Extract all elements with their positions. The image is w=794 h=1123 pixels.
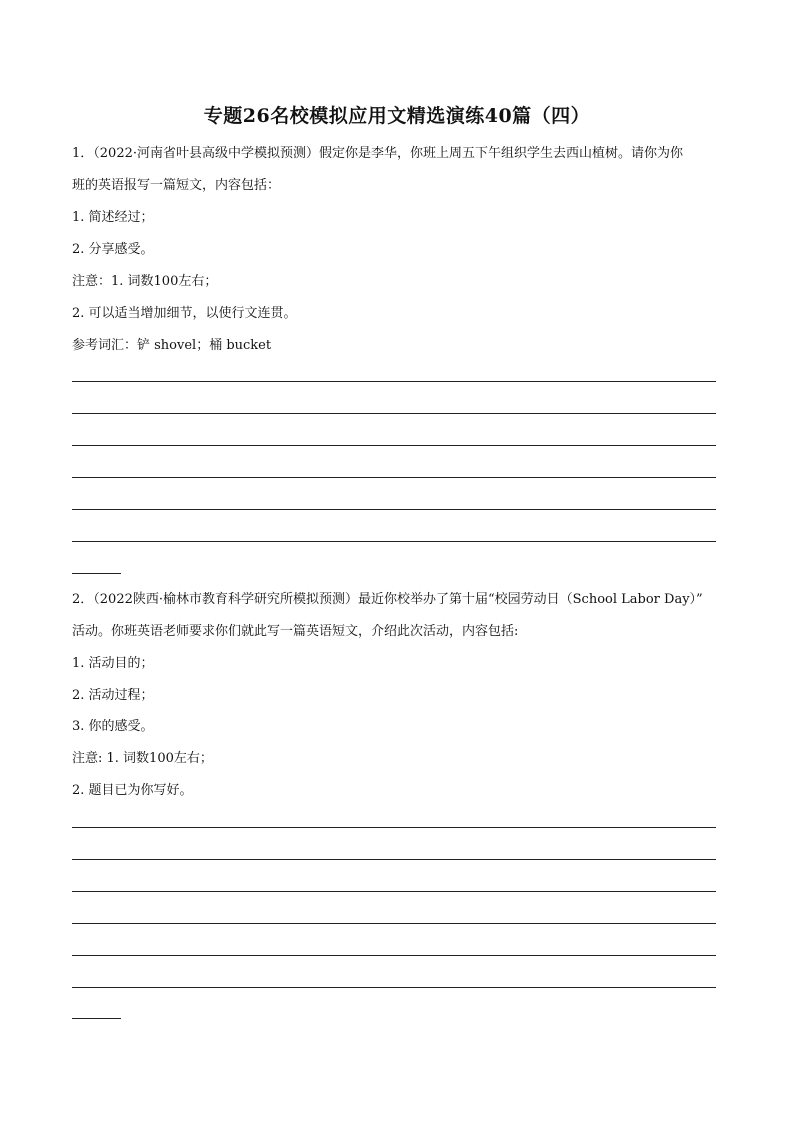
answer-line [72, 541, 716, 542]
answer-line [72, 445, 716, 446]
question-1-vocabulary: 参考词汇：铲 shovel；桶 bucket [72, 338, 272, 353]
question-2-note-2: 2. 题目已为你写好。 [72, 783, 193, 798]
answer-line [72, 413, 716, 414]
answer-line [72, 509, 716, 510]
question-2-prompt-line-1: 2．（2022陕西·榆林市教育科学研究所模拟预测）最近你校举办了第十届“校园劳动日（School Labor Day）” [72, 592, 703, 607]
answer-line-end [72, 1018, 121, 1019]
question-2-prompt-line-2: 活动。你班英语老师要求你们就此写一篇英语短文，介绍此次活动，内容包括: [72, 624, 519, 639]
question-2-item-2: 2. 活动过程； [72, 688, 154, 703]
answer-line [72, 381, 716, 382]
question-2-item-3: 3. 你的感受。 [72, 719, 154, 734]
question-1-prompt-line-1: 1．（2022·河南省叶县高级中学模拟预测）假定你是李华，你班上周五下午组织学生去西山植树。请你为你 [72, 146, 683, 161]
answer-line [72, 987, 716, 988]
page-title: 专题26名校模拟应用文精选演练40篇（四） [203, 105, 591, 127]
answer-line [72, 955, 716, 956]
answer-line [72, 827, 716, 828]
answer-line-end [72, 573, 121, 574]
question-1-note-1: 注意：1. 词数100左右； [72, 274, 218, 289]
question-1-item-2: 2. 分享感受。 [72, 242, 154, 257]
answer-line [72, 891, 716, 892]
question-1-note-2: 2. 可以适当增加细节，以使行文连贯。 [72, 306, 297, 321]
question-1-item-1: 1. 简述经过； [72, 210, 154, 225]
question-1-prompt-line-2: 班的英语报写一篇短文，内容包括： [72, 178, 281, 193]
answer-line [72, 923, 716, 924]
question-2-item-1: 1. 活动目的； [72, 656, 154, 671]
answer-line [72, 859, 716, 860]
answer-line [72, 477, 716, 478]
question-2-note-1: 注意: 1. 词数100左右； [72, 751, 213, 766]
